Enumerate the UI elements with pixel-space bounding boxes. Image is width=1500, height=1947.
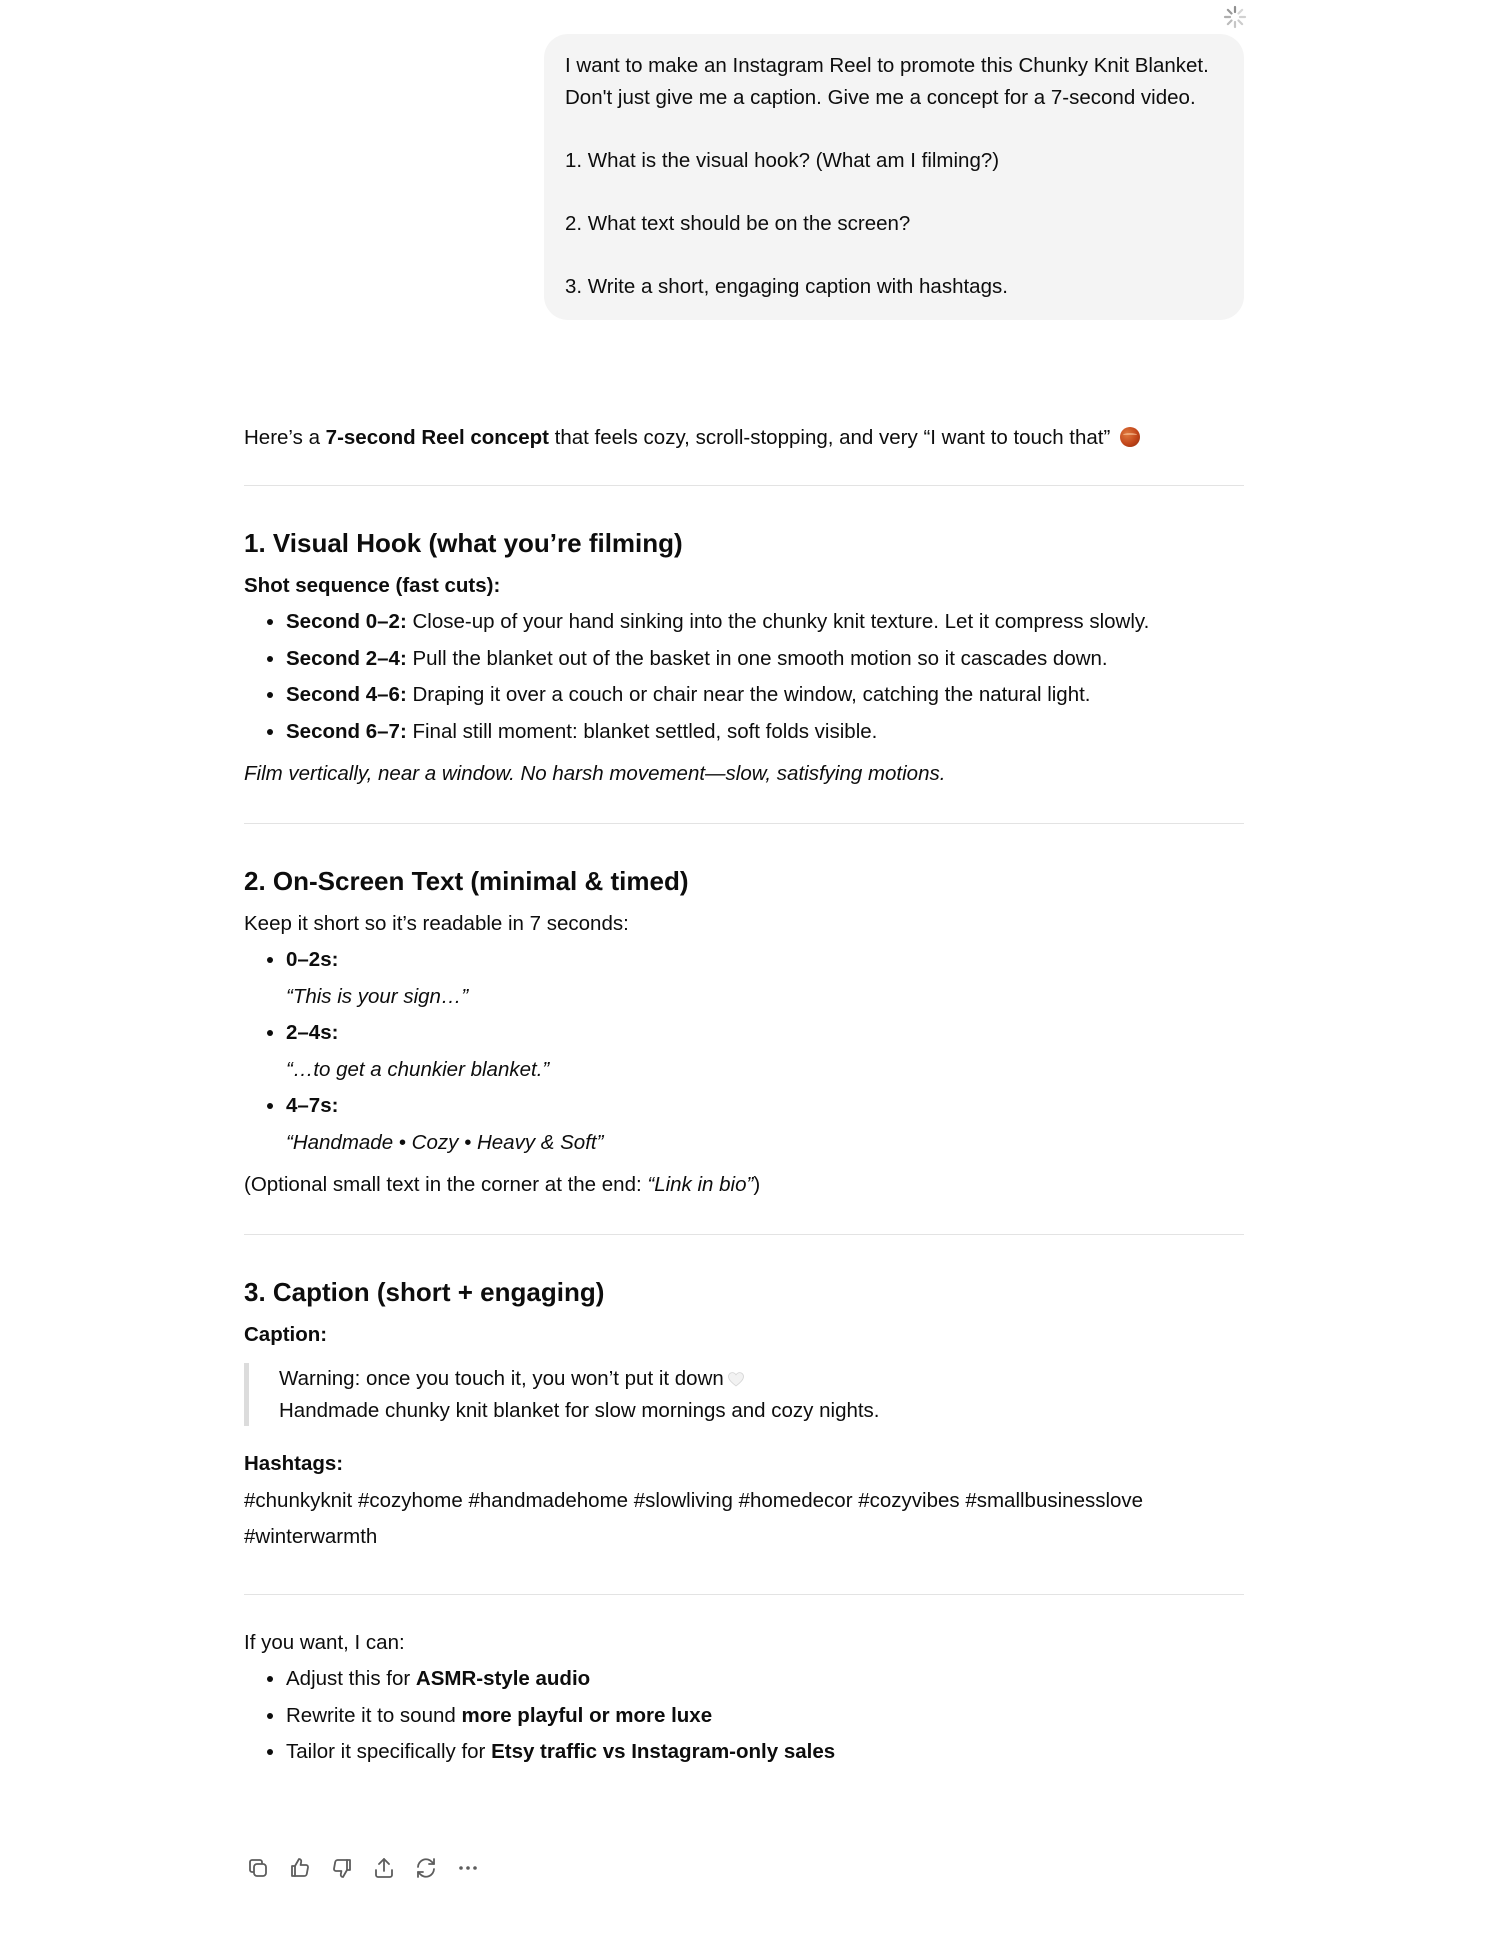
- divider: [244, 1594, 1244, 1595]
- list-item: • Adjust this for ASMR-style audio: [286, 1661, 1244, 1698]
- section-heading-visual-hook: 1. Visual Hook (what you’re filming): [244, 527, 683, 558]
- on-screen-text-intro: Keep it short so it’s readable in 7 seconds:: [244, 911, 629, 935]
- response-intro: Here’s a 7-second Reel concept that feels cozy, scroll-stopping, and very “I want to touch that”: [244, 420, 1244, 457]
- list-item: • 4–7s: “Handmade • Cozy • Heavy & Soft”: [286, 1088, 1244, 1161]
- divider: [244, 485, 1244, 486]
- copy-icon[interactable]: [244, 1854, 272, 1882]
- user-message-bubble: [544, 34, 1244, 320]
- caption-line-2: Handmade chunky knit blanket for slow mornings and cozy nights.: [279, 1398, 880, 1422]
- caption-label: Caption:: [244, 1322, 328, 1346]
- optional-text-note: (Optional small text in the corner at the end: “Link in bio”): [244, 1173, 761, 1196]
- list-item: • Rewrite it to sound more playful or more luxe: [286, 1698, 1244, 1735]
- yarn-ball-emoji-icon: [1120, 427, 1140, 447]
- section-heading-on-screen-text: 2. On-Screen Text (minimal & timed): [244, 865, 689, 896]
- list-item: • Tailor it specifically for Etsy traffic vs Instagram-only sales: [286, 1734, 1244, 1771]
- section-heading-caption: 3. Caption (short + engaging): [244, 1276, 605, 1307]
- user-question-2: 2. What text should be on the screen?: [565, 211, 911, 235]
- message-action-bar: [244, 1854, 482, 1882]
- list-item: • Second 2–4: Pull the blanket out of the basket in one smooth motion so it cascades down.: [286, 641, 1244, 678]
- hashtags-label: Hashtags:: [244, 1452, 344, 1475]
- shot-sequence-label: Shot sequence (fast cuts):: [244, 573, 501, 597]
- user-question-3: 3. Write a short, engaging caption with hashtags.: [565, 274, 1008, 298]
- list-item: • 0–2s: “This is your sign…”: [286, 942, 1244, 1015]
- list-item: • Second 6–7: Final still moment: blanket settled, soft folds visible.: [286, 714, 1244, 751]
- more-icon[interactable]: [454, 1854, 482, 1882]
- user-question-1: 1. What is the visual hook? (What am I filming?): [565, 148, 1000, 172]
- followup-intro: If you want, I can:: [244, 1630, 405, 1654]
- hashtags-text: #chunkyknit #cozyhome #handmadehome #slowliving #homedecor #cozyvibes #smallbusinesslove #winterwarmth: [244, 1488, 1144, 1548]
- thumbs-up-icon[interactable]: [286, 1854, 314, 1882]
- divider: [244, 823, 1244, 824]
- list-item: • 2–4s: “…to get a chunkier blanket.”: [286, 1015, 1244, 1088]
- thumbs-down-icon[interactable]: [328, 1854, 356, 1882]
- caption-line-1: Warning: once you touch it, you won’t put it down: [279, 1363, 1244, 1395]
- list-item: • Second 4–6: Draping it over a couch or chair near the window, catching the natural light.: [286, 677, 1244, 714]
- user-message-line: I want to make an Instagram Reel to promote this Chunky Knit Blanket. Don't just give me a caption. Give me a concept for a 7-second video.: [565, 54, 1209, 109]
- assistant-response: [244, 420, 1244, 1777]
- share-icon[interactable]: [370, 1854, 398, 1882]
- list-item: • Second 0–2: Close-up of your hand sinking into the chunky knit texture. Let it compress slowly.: [286, 604, 1244, 641]
- divider: [244, 1234, 1244, 1235]
- white-heart-emoji-icon: [728, 1372, 744, 1387]
- shot-sequence-list: [244, 604, 1244, 750]
- loading-spinner-icon: [1222, 4, 1248, 30]
- filming-note: Film vertically, near a window. No harsh movement—slow, satisfying motions.: [244, 762, 946, 785]
- followup-list: [244, 1661, 1244, 1771]
- caption-blockquote: [244, 1363, 1244, 1426]
- on-screen-text-list: [244, 942, 1244, 1161]
- regenerate-icon[interactable]: [412, 1854, 440, 1882]
